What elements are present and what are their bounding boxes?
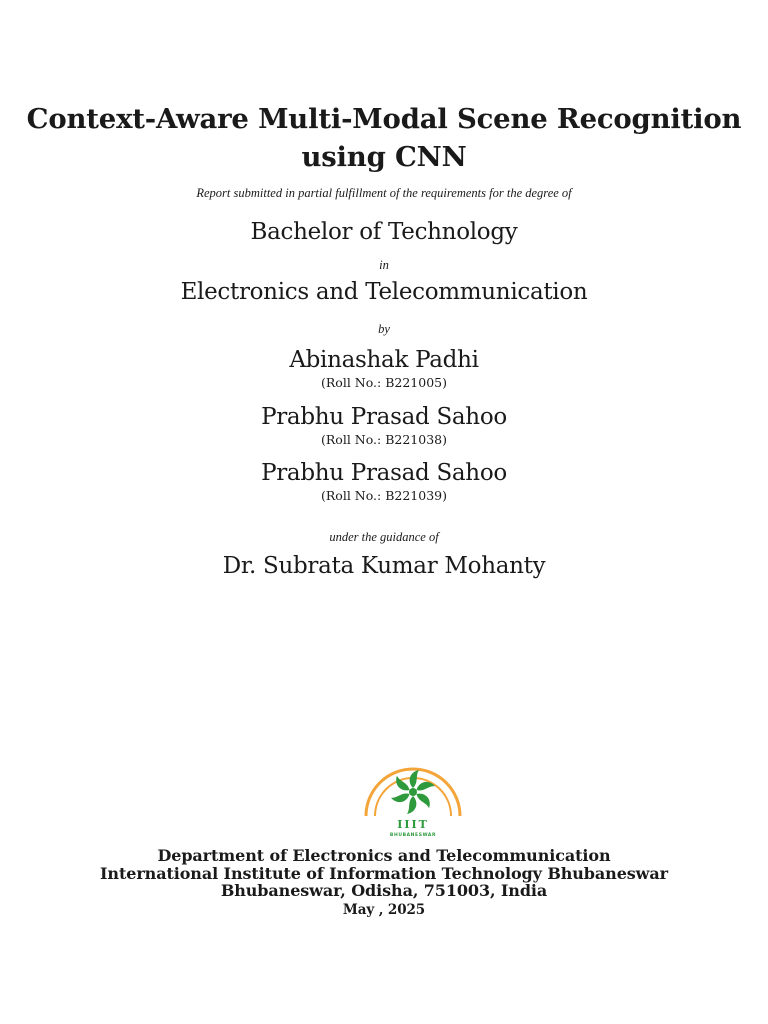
guide-name: Dr. Subrata Kumar Mohanty <box>222 553 546 579</box>
author-roll-number: (Roll No.: B221039) <box>321 488 447 503</box>
author-roll-number: (Roll No.: B221005) <box>321 375 447 390</box>
author-name: Prabhu Prasad Sahoo <box>261 460 507 486</box>
institute-name: International Institute of Information Technology Bhubaneswar <box>100 864 668 883</box>
report-title-line-2: using CNN <box>301 141 467 173</box>
report-title <box>0 100 768 176</box>
department-name: Department of Electronics and Telecommunication <box>157 846 611 865</box>
degree-name: Bachelor of Technology <box>250 219 518 245</box>
logo-text: IIIT <box>397 818 429 831</box>
logo-emblem <box>391 770 435 814</box>
institute-address: Bhubaneswar, Odisha, 751003, India <box>220 881 548 900</box>
guidance-label: under the guidance of <box>329 530 439 544</box>
author-name: Abinashak Padhi <box>289 347 479 373</box>
logo-subtext: BHUBANESWAR <box>389 833 437 838</box>
by-label: by <box>378 322 390 336</box>
submission-date: May , 2025 <box>342 902 426 918</box>
author-roll-number: (Roll No.: B221038) <box>321 432 447 447</box>
branch-name: Electronics and Telecommunication <box>180 279 588 305</box>
in-label: in <box>379 258 389 272</box>
submission-statement: Report submitted in partial fulfillment of the requirements for the degree of <box>196 186 572 200</box>
iiit-bhubaneswar-logo <box>358 744 468 840</box>
author-name: Prabhu Prasad Sahoo <box>261 404 507 430</box>
report-title-line-1: Context-Aware Multi-Modal Scene Recognition <box>26 103 742 135</box>
